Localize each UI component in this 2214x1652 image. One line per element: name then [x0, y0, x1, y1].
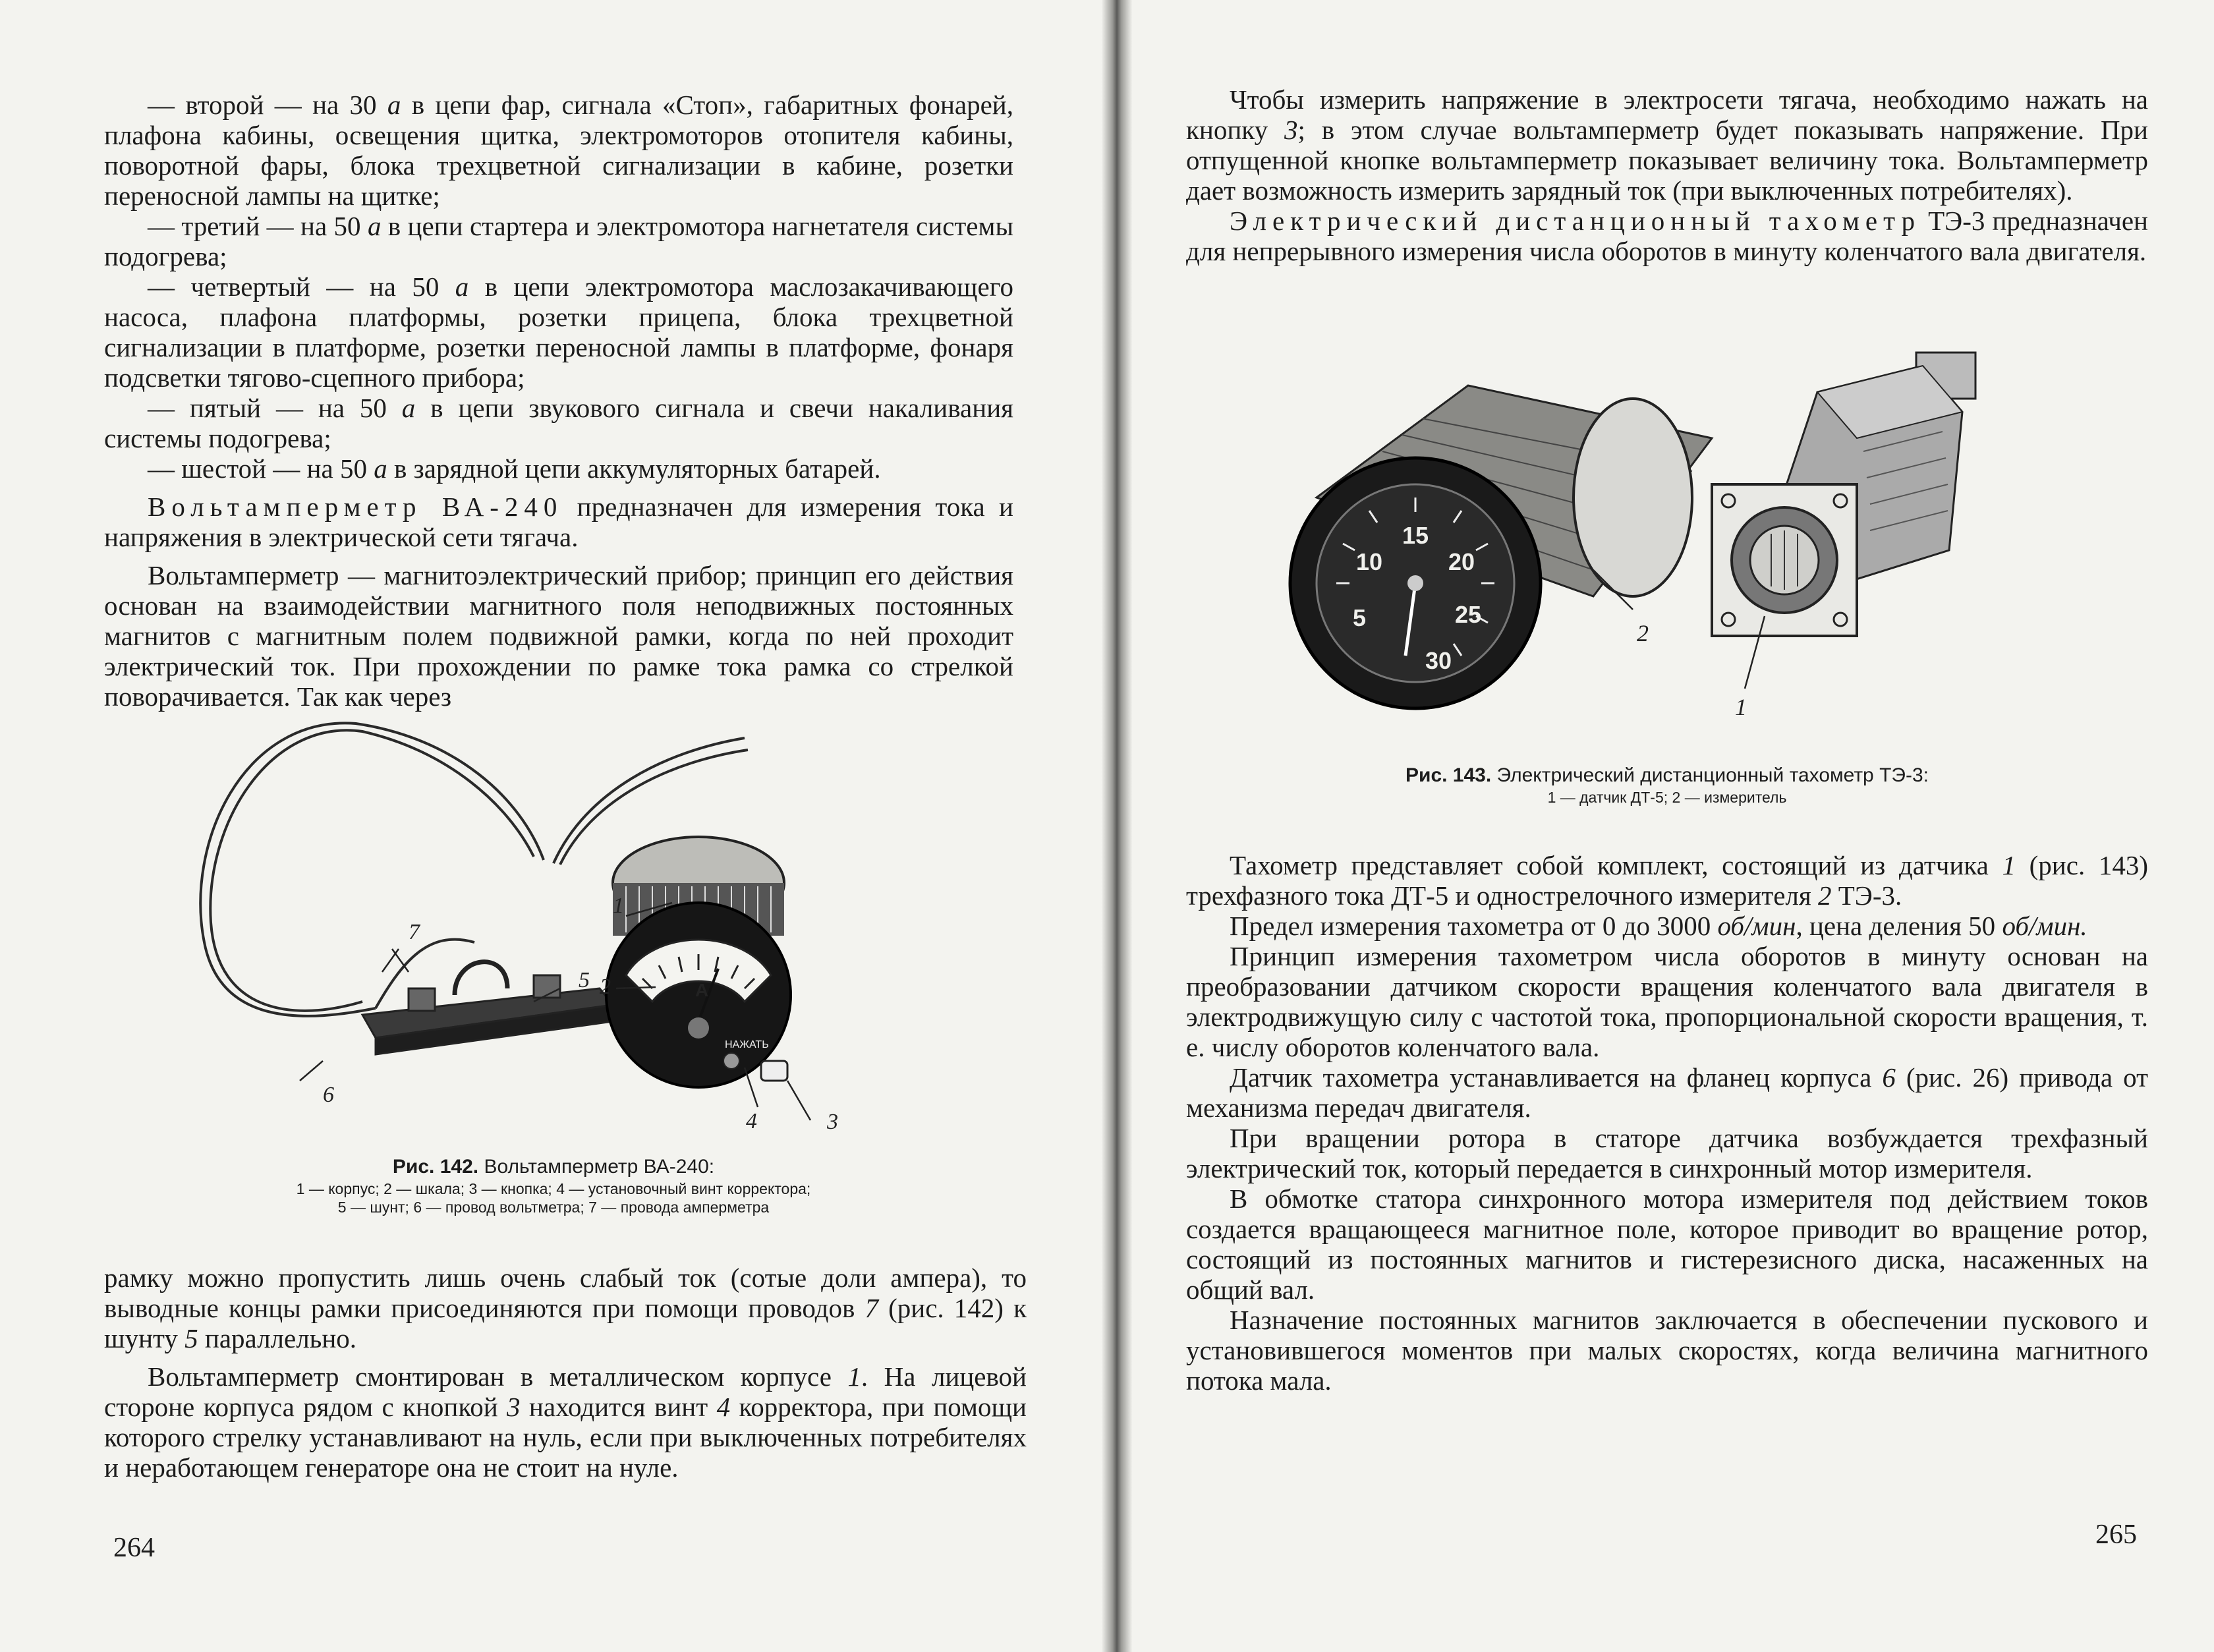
caption-legend-2: 5 — шунт; 6 — провод вольтметра; 7 — провода амперметра — [337, 1199, 770, 1216]
left-text-bottom — [104, 1263, 1027, 1483]
meter-body — [606, 837, 791, 1087]
paragraph: рамку можно пропустить лишь очень слабый ток (сотые доли ампера), то выводные концы рамки присоединяются при помощи проводов 7 (рис. 142) к шунту 5 параллельно. — [104, 1263, 1027, 1353]
caption-number: Рис. 142. — [392, 1156, 479, 1178]
dial-letter: А — [695, 980, 709, 1000]
dial-number: 5 — [1353, 604, 1367, 631]
label-4: 4 — [746, 1109, 757, 1133]
shunt — [362, 962, 613, 1054]
paragraph: Назначение постоянных магнитов заключается в обеспечении пускового и установившегося моментов при малых скоростях, когда величина магнитного потока мала. — [1186, 1305, 2148, 1396]
caption-text: Вольтамперметр ВА-240: — [484, 1156, 715, 1178]
label-1: 1 — [1735, 694, 1747, 720]
right-page — [1132, 0, 2214, 1652]
paragraph: Принцип измерения тахометром числа оборотов в минуту основан на преобразовании датчиком скорости вращения коленчатого вала двигателя в электродвижущую силу с частотой тока, пропорциональной скорости вращения, т. е. числу оборотов коленчатого вала. — [1186, 941, 2148, 1062]
left-page — [0, 0, 1102, 1652]
book-gutter — [1102, 0, 1132, 1652]
paragraph: — второй — на 30 а в цепи фар, сигнала «Стоп», габаритных фонарей, плафона кабины, освещения щитка, электромоторов отопителя кабины, поворотной фары, блока трехцветной сигнализации в кабине, розетки переносной лампы на щитке; — [104, 90, 1014, 211]
right-text-top — [1186, 84, 2148, 266]
paragraph: — шестой — на 50 а в зарядной цепи аккумуляторных батарей. — [148, 453, 881, 484]
paragraph: — пятый — на 50 а в цепи звукового сигнала и свечи накаливания системы подогрева; — [104, 393, 1013, 453]
paragraph: Вольтамперметр ВА-240 предназначен для измерения тока и напряжения в электрической сети тягача. — [104, 492, 1013, 552]
paragraph: — четвертый — на 50 а в цепи электромотора маслозакачивающего насоса, плафона платформы, розетки прицепа, блока трехцветной сигнализации в платформе, розетки переносной лампы в платформе, фонаря подсветки тягово-сцепного прибора; — [104, 271, 1013, 393]
dial-number: 10 — [1356, 548, 1383, 575]
figure-143-tachometer — [1237, 333, 2094, 741]
label-1: 1 — [613, 894, 624, 918]
caption-title — [138, 1154, 969, 1180]
page-number: 264 — [113, 1533, 155, 1563]
tachometer-indicator — [1290, 385, 1712, 708]
paragraph: В обмотке статора синхронного мотора измерителя под действием токов создается вращающееся магнитное поле, которое приводит во вращение ротор, состоящий из постоянных магнитов и гистерезисного диска, насаженных на общий вал. — [1186, 1183, 2148, 1305]
label-5: 5 — [579, 968, 590, 992]
paragraph: Вольтамперметр смонтирован в металлическом корпусе 1. На лицевой стороне корпуса рядом с кнопкой 3 находится винт 4 корректора, при помощи которого стрелку устанавливают на нуль, если при выключенных потребителях и неработающем генераторе она не стоит на нуле. — [104, 1361, 1027, 1483]
label-2: 2 — [600, 975, 611, 999]
caption-legend: 1 — датчик ДТ-5; 2 — измеритель — [1547, 789, 1787, 806]
paragraph: При вращении ротора в статоре датчика возбуждается трехфазный электрический ток, который передается в синхронный мотор измерителя. — [1186, 1123, 2148, 1183]
figure-142-caption — [138, 1154, 969, 1216]
paragraph: Тахометр представляет собой комплект, состоящий из датчика 1 (рис. 143) трехфазного тока ДТ-5 и однострелочного измерителя 2 ТЭ-3. — [1186, 850, 2148, 911]
left-text-top — [104, 90, 1013, 712]
label-3: 3 — [827, 1110, 838, 1133]
paragraph: — третий — на 50 а в цепи стартера и электромотора нагнетателя системы подогрева; — [104, 211, 1013, 271]
caption-number: Рис. 143. — [1405, 764, 1492, 786]
dial-number: 15 — [1402, 522, 1429, 549]
page-number: 265 — [2095, 1520, 2137, 1550]
label-7: 7 — [409, 920, 420, 944]
caption-title — [1186, 763, 2148, 788]
caption-legend-1: 1 — корпус; 2 — шкала; 3 — кнопка; 4 — установочный винт корректора; — [296, 1180, 811, 1197]
paragraph: Вольтамперметр — магнитоэлектрический прибор; принцип его действия основан на взаимодействии магнитного поля неподвижных постоянных магнитов с магнитным полем подвижной рамки, когда по ней проходит электрический ток. При прохождении по рамке тока рамка со стрелкой поворачивается. Так как через — [104, 560, 1013, 712]
paragraph: Электрический дистанционный тахометр ТЭ-3 предназначен для непрерывного измерения числа оборотов в минуту коленчатого вала двигателя. — [1186, 206, 2148, 266]
dial-number: 20 — [1448, 548, 1475, 575]
right-text-bottom — [1186, 850, 2148, 1396]
dial-number: 25 — [1455, 601, 1482, 628]
button-text: НАЖАТЬ — [725, 1039, 769, 1050]
paragraph: Предел измерения тахометра от 0 до 3000 об/мин, цена деления 50 об/мин. — [1230, 911, 2087, 941]
tachometer-sensor — [1712, 353, 1975, 636]
figure-142-voltammeter — [165, 712, 942, 1133]
dial-number: 30 — [1425, 647, 1452, 674]
figure-143-caption — [1186, 763, 2148, 807]
label-6: 6 — [323, 1083, 334, 1107]
caption-text: Электрический дистанционный тахометр ТЭ-3: — [1496, 764, 1929, 786]
label-2: 2 — [1637, 620, 1649, 646]
paragraph: Датчик тахометра устанавливается на фланец корпуса 6 (рис. 26) привода от механизма передач двигателя. — [1186, 1062, 2148, 1123]
paragraph: Чтобы измерить напряжение в электросети тягача, необходимо нажать на кнопку 3; в этом случае вольтамперметр будет показывать напряжение. При отпущенной кнопке вольтамперметр показывает величину тока. Вольтамперметр дает возможность измерить зарядный ток (при выключенных потребителях). — [1186, 84, 2148, 206]
